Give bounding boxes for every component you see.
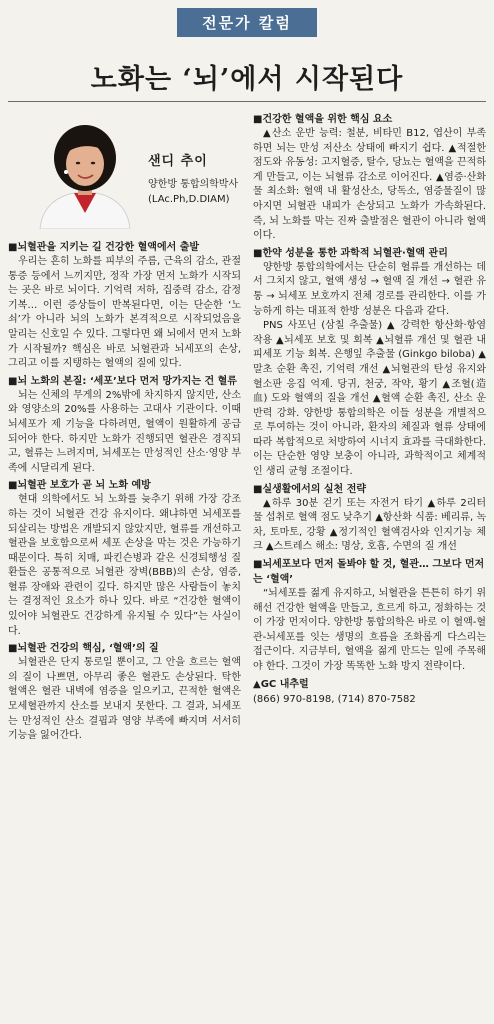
section-heading: ■건강한 혈액을 위한 핵심 요소	[253, 114, 393, 125]
body-paragraph: ▲하루 30분 걷기 또는 자전거 타기 ▲하루 2리터 물 섭취로 혈액 점도 낮추기 ▲항산화 식품: 베리류, 녹차, 토마토, 강황 ▲정기적인 혈액검사와 인지기능 체크 ▲스트레스 해소: 명상, 호흡, 수면의 질 개선	[253, 497, 486, 553]
section-heading: ■뇌혈관 보호가 곧 뇌 노화 예방	[8, 480, 151, 492]
contact-phone: (866) 970-8198, (714) 870-7582	[253, 693, 416, 705]
section-heading: ■실생활에서의 실천 전략	[253, 483, 367, 495]
author-credentials: (LAc.Ph,D.DIAM)	[148, 194, 230, 205]
body-paragraph: 현대 의학에서도 뇌 노화를 늦추기 위해 가장 강조하는 것이 뇌혈관 건강 유지이다. 왜냐하면 뇌세포를 되살리는 방법은 개발되지 않았지만, 혈류를 개선하고 혈관을 보호함으로써 세포 손상을 막는 것은 가능하기 때문이다. 특히 치매, 파킨슨병과 같은 신경퇴행성 질환들은 공통적으로 뇌혈관 장벽(BBB)의 손상, 염증, 혈류 장애와 관련이 깊다. 하지만 많은 사람들이 놓치는 결정적인 요소가 하나 있다. 바로 “건강한 혈액이 있어야 뇌혈관도 건강하게 유지될 수 있다”는 사실이다.	[8, 494, 241, 637]
author-profile	[8, 106, 241, 238]
contact-name: ▲GC 내추럴	[253, 678, 309, 690]
author-info	[134, 114, 238, 238]
section-heading: ■뇌혈관 건강의 핵심, ‘혈액’의 질	[8, 643, 159, 655]
body-paragraph: 양한방 통합의학에서는 단순히 혈류를 개선하는 데서 그치지 않고, 혈액 생성 → 혈액 질 개선 → 혈관 유통 → 뇌세포 보호까지 전체 경로를 관리한다. 이를 가능하게 하는 대표적 한방 성분은 다음과 같다.	[253, 261, 486, 317]
section-heading: ■뇌혈관을 지키는 길 건강한 혈액에서 출발	[8, 242, 200, 253]
article-headline: 노화는 ‘뇌’에서 시작된다	[90, 64, 404, 95]
author-title: 양한방 통합의학박사	[148, 179, 239, 190]
article-columns	[8, 106, 486, 744]
banner-wrap	[8, 8, 486, 37]
body-paragraph: ▲산소 운반 능력: 철분, 비타민 B12, 엽산이 부족하면 뇌는 만성 저산소 상태에 빠지기 쉽다. ▲적절한 점도와 유동성: 고지혈증, 탈수, 당뇨는 혈액을 끈적하게 만들고, 이는 뇌혈류 감소로 이어진다. ▲염증·산화물 최소화: 혈액 내 활성산소, 당독소, 염증물질이 많아지면 뇌혈관 내피가 손상되고 노화가 가속화된다. 즉, 뇌 노화를 막는 진짜 출발점은 혈관이 아니라 혈액이다.	[253, 128, 486, 242]
section-heading: ■뇌 노화의 본질: ‘세포’보다 먼저 망가지는 건 혈류	[8, 375, 237, 387]
left-column	[8, 106, 241, 744]
contact-block	[253, 677, 486, 707]
headline-rule	[8, 101, 486, 102]
body-paragraph: 우리는 흔히 노화를 피부의 주름, 근육의 감소, 관절 통증 등에서 느끼지만, 정작 가장 먼저 노화가 시작되는 곳은 바로 뇌이다. 기억력 저하, 집중력 감소, 감정 기복… 이런 증상들이 반복된다면, 이는 단순한 ‘노쇠’가 아니라 뇌의 노화가 본격적으로 시작되었음을 알리는 신호일 수 있다. 그렇다면 왜 뇌에서 먼저 노화가 시작될까? 핵심은 바로 뇌혈관과 뇌세포의 손상, 그리고 이를 지탱하는 혈액의 질에 있다.	[8, 256, 241, 370]
body-paragraph: PNS 사포닌 (삼칠 추출물) ▲ 강력한 항산화·항염 작용 ▲뇌세포 보호 및 회복 ▲뇌혈류 개선 및 혈관 내피세포 기능 회복. 은행잎 추출물 (Ginkgo biloba) ▲말초 순환 촉진, 기억력 개선 ▲뇌혈관의 탄성 유지와 혈소판 응집 억제. 당귀, 천궁, 작약, 황기 ▲조혈(造血) 도와 혈액의 질을 개선 ▲혈액 순환 촉진, 산소 운반력 강화. 양한방 통합의학은 이들 성분을 개별적으로 투여하는 것이 아니라, 환자의 체질과 혈류 상태에 따라 복합적으로 처방하여 시너지 효과를 극대화한다. 이는 단순한 영양 보충이 아니라, 과학적이고 체계적인 생리 균형 조절이다.	[253, 320, 486, 478]
section-heading: ■뇌세포보다 먼저 돌봐야 할 것, 혈관… 그보다 먼저는 ‘혈액’	[253, 559, 485, 586]
body-paragraph: 뇌혈관은 단지 통로일 뿐이고, 그 안을 흐르는 혈액의 질이 나쁘면, 아무리 좋은 혈관도 손상된다. 탁한 혈액은 혈관 내벽에 염증을 일으키고, 끈적한 혈액은 모세혈관까지 산소를 보내지 못한다. 그 결과, 뇌세포는 만성적인 산소 결핍과 영양 부족에 빠지며 서서히 기능을 잃어간다.	[8, 657, 241, 742]
body-paragraph: 뇌는 신체의 무게의 2%밖에 차지하지 않지만, 산소와 영양소의 20%를 사용하는 고대사 기관이다. 이때 뇌세포가 제 기능을 다하려면, 혈액이 원활하게 공급되어야 한다. 하지만 노화가 진행되면 혈관은 경직되고, 혈류는 느려지며, 뇌세포는 만성적인 산소·영양 부족에 시달리게 된다.	[8, 389, 241, 474]
right-column	[253, 106, 486, 744]
author-name: 샌디 추이	[148, 154, 208, 169]
author-photo	[36, 114, 134, 229]
section-heading: ■한약 성분을 통한 과학적 뇌혈관·혈액 관리	[253, 247, 448, 259]
column-banner: 전문가 칼럼	[177, 8, 317, 37]
body-paragraph: “뇌세포를 젊게 유지하고, 뇌혈관을 튼튼히 하기 위해선 건강한 혈액을 만들고, 흐르게 하고, 정화하는 것이 가장 먼저이다. 양한방 통합의학은 바로 이 혈액-혈관-뇌세포를 잇는 생명의 흐름을 조화롭게 다스리는 접근이다. 지금부터, 혈액을 젊게 만드는 일에 주목해야 한다. 그것이 가장 똑똑한 노화 방지 전략이다.	[253, 588, 486, 672]
